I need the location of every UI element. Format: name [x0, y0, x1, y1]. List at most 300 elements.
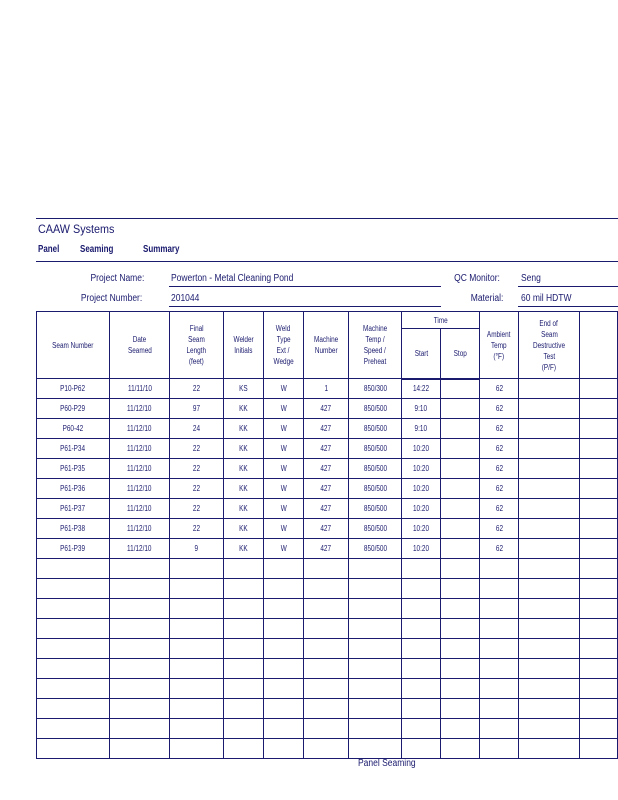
cell-stop-time	[441, 699, 480, 719]
cell-extra	[580, 479, 618, 499]
cell-extra	[580, 699, 618, 719]
cell-machine-number	[304, 699, 349, 719]
qc-monitor-underline	[518, 286, 618, 287]
cell-start-time: 10:20	[402, 539, 441, 559]
header-weld-type	[264, 312, 304, 379]
cell-extra	[580, 679, 618, 699]
table-row	[37, 539, 618, 559]
header-date-seamed	[110, 312, 170, 379]
blank-table-row	[37, 639, 618, 659]
cell-extra	[580, 659, 618, 679]
cell-weld-type: W	[264, 479, 304, 499]
cell-destructive-test	[519, 439, 580, 459]
project-number-underline	[169, 306, 441, 307]
cell-seam-length: 22	[170, 499, 224, 519]
cell-date-seamed: 11/12/10	[110, 439, 170, 459]
subtitle-panel: Panel	[38, 244, 60, 255]
header-line: Length	[186, 346, 207, 355]
cell-extra	[580, 419, 618, 439]
cell-start-time	[402, 579, 441, 599]
cell-weld-type: W	[264, 399, 304, 419]
cell-weld-type: W	[264, 459, 304, 479]
cell-start-time	[402, 719, 441, 739]
cell-start-time	[402, 659, 441, 679]
cell-machine-number	[304, 619, 349, 639]
cell-welder-initials	[224, 639, 264, 659]
cell-seam-length	[170, 719, 224, 739]
cell-welder-initials: KK	[224, 399, 264, 419]
cell-weld-type	[264, 659, 304, 679]
cell-start-time	[402, 559, 441, 579]
cell-machine-temp: 850/500	[349, 499, 402, 519]
cell-seam-length: 22	[170, 519, 224, 539]
cell-extra	[580, 719, 618, 739]
cell-destructive-test	[519, 539, 580, 559]
cell-welder-initials: KK	[224, 459, 264, 479]
cell-start-time: 10:20	[402, 499, 441, 519]
header-row-1	[37, 312, 618, 329]
header-line: Preheat	[363, 357, 387, 366]
cell-destructive-test	[519, 399, 580, 419]
cell-start-time	[402, 599, 441, 619]
cell-weld-type	[264, 559, 304, 579]
header-line: Seamed	[127, 346, 152, 355]
cell-seam-number	[37, 659, 110, 679]
cell-machine-number	[304, 659, 349, 679]
header-seam-number: Seam Number	[37, 312, 110, 379]
cell-extra	[580, 539, 618, 559]
table-row	[37, 459, 618, 479]
cell-date-seamed: 11/12/10	[110, 459, 170, 479]
cell-start-time: 10:20	[402, 459, 441, 479]
project-number-label: Project Number:	[80, 293, 142, 304]
cell-ambient-temp: 62	[480, 459, 519, 479]
cell-seam-number: P61-P36	[37, 479, 110, 499]
cell-date-seamed	[110, 639, 170, 659]
cell-welder-initials	[224, 699, 264, 719]
cell-seam-number: P61-P35	[37, 459, 110, 479]
cell-welder-initials: KK	[224, 419, 264, 439]
header-line: Date	[132, 335, 147, 344]
cell-extra	[580, 639, 618, 659]
cell-seam-number	[37, 579, 110, 599]
cell-destructive-test	[519, 479, 580, 499]
cell-machine-number: 427	[304, 519, 349, 539]
cell-machine-number: 427	[304, 479, 349, 499]
header-line: Type	[276, 335, 291, 344]
cell-start-time: 14:22	[402, 379, 441, 399]
top-rule	[36, 218, 618, 219]
cell-stop-time	[441, 619, 480, 639]
cell-stop-time	[441, 399, 480, 419]
cell-ambient-temp: 62	[480, 439, 519, 459]
cell-welder-initials: KS	[224, 379, 264, 399]
cell-destructive-test	[519, 619, 580, 639]
cell-ambient-temp	[480, 719, 519, 739]
cell-seam-number	[37, 679, 110, 699]
cell-date-seamed	[110, 679, 170, 699]
project-number-value: 201044	[171, 293, 200, 304]
cell-machine-number	[304, 579, 349, 599]
cell-stop-time	[441, 659, 480, 679]
cell-extra	[580, 579, 618, 599]
cell-date-seamed: 11/12/10	[110, 479, 170, 499]
cell-stop-time	[441, 539, 480, 559]
cell-date-seamed: 11/12/10	[110, 539, 170, 559]
cell-ambient-temp	[480, 699, 519, 719]
cell-machine-number	[304, 679, 349, 699]
cell-machine-number: 427	[304, 499, 349, 519]
cell-seam-number: P61-P38	[37, 519, 110, 539]
cell-weld-type: W	[264, 419, 304, 439]
cell-seam-length	[170, 699, 224, 719]
cell-machine-number	[304, 599, 349, 619]
cell-machine-number: 427	[304, 459, 349, 479]
cell-seam-length: 22	[170, 479, 224, 499]
cell-machine-temp	[349, 639, 402, 659]
header-line: Welder	[233, 335, 254, 344]
cell-machine-temp: 850/500	[349, 439, 402, 459]
material-label: Material:	[470, 293, 503, 304]
cell-date-seamed	[110, 559, 170, 579]
header-line: Destructive	[532, 340, 565, 350]
cell-machine-temp: 850/500	[349, 539, 402, 559]
cell-date-seamed	[110, 579, 170, 599]
cell-welder-initials: KK	[224, 539, 264, 559]
cell-date-seamed: 11/12/10	[110, 399, 170, 419]
cell-start-time: 10:20	[402, 519, 441, 539]
cell-destructive-test	[519, 519, 580, 539]
cell-start-time: 9:10	[402, 399, 441, 419]
cell-destructive-test	[519, 699, 580, 719]
table-row	[37, 439, 618, 459]
cell-extra	[580, 559, 618, 579]
cell-machine-temp	[349, 659, 402, 679]
cell-stop-time	[441, 559, 480, 579]
seaming-table	[36, 311, 618, 759]
cell-seam-length: 22	[170, 439, 224, 459]
blank-table-row	[37, 599, 618, 619]
cell-start-time: 9:10	[402, 419, 441, 439]
header-line: Speed /	[363, 346, 387, 355]
cell-start-time	[402, 679, 441, 699]
cell-date-seamed	[110, 659, 170, 679]
cell-machine-number: 427	[304, 419, 349, 439]
cell-machine-number: 427	[304, 439, 349, 459]
cell-ambient-temp	[480, 659, 519, 679]
cell-destructive-test	[519, 499, 580, 519]
cell-seam-length	[170, 599, 224, 619]
cell-stop-time	[441, 479, 480, 499]
cell-stop-time	[441, 739, 480, 759]
blank-table-row	[37, 739, 618, 759]
cell-stop-time	[441, 439, 480, 459]
cell-destructive-test	[519, 599, 580, 619]
header-line: Temp /	[365, 335, 385, 344]
table-body	[37, 312, 618, 759]
cell-seam-number: P60-42	[37, 419, 110, 439]
cell-weld-type	[264, 619, 304, 639]
cell-welder-initials: KK	[224, 479, 264, 499]
header-rule	[36, 261, 618, 262]
cell-weld-type	[264, 639, 304, 659]
cell-welder-initials: KK	[224, 519, 264, 539]
cell-stop-time	[441, 719, 480, 739]
cell-extra	[580, 399, 618, 419]
cell-date-seamed	[110, 599, 170, 619]
header-welder-initials	[224, 312, 264, 379]
cell-destructive-test	[519, 559, 580, 579]
cell-ambient-temp	[480, 739, 519, 759]
cell-extra	[580, 599, 618, 619]
header-stop: Stop	[441, 329, 480, 379]
cell-destructive-test	[519, 459, 580, 479]
cell-weld-type	[264, 719, 304, 739]
blank-table-row	[37, 659, 618, 679]
cell-stop-time	[441, 599, 480, 619]
cell-welder-initials	[224, 599, 264, 619]
table-row	[37, 419, 618, 439]
cell-destructive-test	[519, 739, 580, 759]
cell-ambient-temp: 62	[480, 479, 519, 499]
cell-weld-type: W	[264, 539, 304, 559]
qc-monitor-label: QC Monitor:	[454, 273, 500, 284]
cell-weld-type: W	[264, 519, 304, 539]
project-name-value: Powerton - Metal Cleaning Pond	[171, 273, 294, 284]
cell-start-time	[402, 639, 441, 659]
cell-machine-temp	[349, 679, 402, 699]
header-machine-temp	[349, 312, 402, 379]
cell-ambient-temp: 62	[480, 419, 519, 439]
table-row	[37, 399, 618, 419]
cell-seam-length: 22	[170, 459, 224, 479]
cell-date-seamed	[110, 719, 170, 739]
blank-table-row	[37, 699, 618, 719]
cell-machine-temp	[349, 719, 402, 739]
cell-destructive-test	[519, 379, 580, 399]
cell-date-seamed	[110, 739, 170, 759]
cell-seam-length: 9	[170, 539, 224, 559]
cell-ambient-temp	[480, 599, 519, 619]
cell-seam-number: P61-P39	[37, 539, 110, 559]
cell-machine-number	[304, 719, 349, 739]
header-line: Initials	[234, 346, 253, 355]
cell-machine-temp	[349, 559, 402, 579]
header-final-seam-length	[170, 312, 224, 379]
cell-start-time	[402, 619, 441, 639]
cell-extra	[580, 499, 618, 519]
cell-machine-temp	[349, 699, 402, 719]
cell-welder-initials: KK	[224, 439, 264, 459]
cell-destructive-test	[519, 639, 580, 659]
company-name: CAAW Systems	[38, 222, 115, 236]
cell-start-time: 10:20	[402, 439, 441, 459]
cell-seam-length	[170, 739, 224, 759]
header-line: Seam	[540, 329, 558, 339]
cell-weld-type: W	[264, 439, 304, 459]
cell-stop-time	[441, 419, 480, 439]
cell-start-time	[402, 699, 441, 719]
cell-welder-initials	[224, 579, 264, 599]
material-underline	[518, 306, 618, 307]
header-line: Final	[189, 324, 204, 333]
cell-welder-initials	[224, 659, 264, 679]
cell-extra	[580, 739, 618, 759]
cell-welder-initials	[224, 719, 264, 739]
cell-seam-number	[37, 699, 110, 719]
table-row	[37, 519, 618, 539]
header-machine-number	[304, 312, 349, 379]
blank-table-row	[37, 559, 618, 579]
subtitle-summary: Summary	[143, 244, 180, 255]
cell-ambient-temp	[480, 559, 519, 579]
cell-machine-number: 1	[304, 379, 349, 399]
cell-seam-number	[37, 719, 110, 739]
cell-machine-temp: 850/500	[349, 459, 402, 479]
cell-ambient-temp: 62	[480, 539, 519, 559]
project-name-label: Project Name:	[90, 273, 144, 284]
cell-seam-length: 97	[170, 399, 224, 419]
cell-ambient-temp: 62	[480, 379, 519, 399]
header-line: Seam	[188, 335, 205, 344]
cell-ambient-temp: 62	[480, 399, 519, 419]
cell-destructive-test	[519, 419, 580, 439]
cell-seam-length	[170, 559, 224, 579]
cell-seam-length	[170, 579, 224, 599]
cell-machine-temp: 850/500	[349, 419, 402, 439]
cell-seam-number	[37, 599, 110, 619]
cell-welder-initials	[224, 559, 264, 579]
cell-machine-temp	[349, 599, 402, 619]
blank-table-row	[37, 719, 618, 739]
cell-seam-number	[37, 559, 110, 579]
cell-welder-initials: KK	[224, 499, 264, 519]
cell-stop-time	[441, 639, 480, 659]
cell-seam-length: 24	[170, 419, 224, 439]
cell-weld-type	[264, 739, 304, 759]
cell-destructive-test	[519, 659, 580, 679]
header-line: Wedge	[273, 357, 294, 366]
cell-welder-initials	[224, 619, 264, 639]
header-line: End of	[539, 318, 559, 328]
cell-destructive-test	[519, 579, 580, 599]
cell-ambient-temp	[480, 579, 519, 599]
blank-table-row	[37, 679, 618, 699]
cell-weld-type	[264, 679, 304, 699]
cell-seam-length	[170, 659, 224, 679]
header-line: Machine	[313, 335, 339, 344]
header-extra-column	[580, 312, 618, 379]
cell-seam-number	[37, 619, 110, 639]
cell-machine-number	[304, 739, 349, 759]
cell-date-seamed: 11/11/10	[110, 379, 170, 399]
cell-date-seamed	[110, 699, 170, 719]
cell-seam-number	[37, 639, 110, 659]
cell-ambient-temp	[480, 619, 519, 639]
cell-extra	[580, 459, 618, 479]
cell-ambient-temp	[480, 679, 519, 699]
cell-machine-number: 427	[304, 539, 349, 559]
header-line: Temp	[491, 340, 507, 350]
cell-machine-number	[304, 639, 349, 659]
cell-stop-time	[441, 579, 480, 599]
cell-start-time: 10:20	[402, 479, 441, 499]
cell-machine-temp: 850/300	[349, 379, 402, 399]
cell-extra	[580, 619, 618, 639]
header-line: Number	[314, 346, 338, 355]
cell-date-seamed: 11/12/10	[110, 419, 170, 439]
header-line: Ext /	[277, 346, 290, 355]
subtitle-seaming: Seaming	[80, 244, 114, 255]
blank-table-row	[37, 619, 618, 639]
cell-date-seamed	[110, 619, 170, 639]
cell-machine-number: 427	[304, 399, 349, 419]
header-line: (feet)	[189, 357, 204, 366]
cell-date-seamed: 11/12/10	[110, 519, 170, 539]
cell-welder-initials	[224, 679, 264, 699]
cell-weld-type: W	[264, 499, 304, 519]
cell-stop-time	[441, 499, 480, 519]
table-row	[37, 479, 618, 499]
cell-extra	[580, 519, 618, 539]
header-end-of-seam	[519, 312, 580, 379]
header-line: Machine	[362, 324, 388, 333]
cell-weld-type	[264, 599, 304, 619]
cell-stop-time	[441, 459, 480, 479]
cell-ambient-temp	[480, 639, 519, 659]
header-line: (°F)	[493, 351, 505, 361]
table-row	[37, 499, 618, 519]
header-line: Ambient	[487, 329, 511, 339]
cell-ambient-temp: 62	[480, 499, 519, 519]
cell-stop-time	[441, 519, 480, 539]
cell-seam-number: P10-P62	[37, 379, 110, 399]
cell-machine-number	[304, 559, 349, 579]
cell-date-seamed: 11/12/10	[110, 499, 170, 519]
cell-welder-initials	[224, 739, 264, 759]
cell-seam-length: 22	[170, 379, 224, 399]
header-ambient-temp	[480, 312, 519, 379]
cell-stop-time	[441, 379, 480, 399]
cell-machine-temp	[349, 619, 402, 639]
project-name-underline	[169, 286, 441, 287]
qc-monitor-value: Seng	[521, 273, 541, 284]
cell-seam-length	[170, 639, 224, 659]
cell-extra	[580, 379, 618, 399]
header-line: Test	[543, 351, 555, 361]
footer-label: Panel Seaming	[358, 758, 416, 769]
header-line: (P/F)	[541, 362, 557, 372]
cell-machine-temp: 850/500	[349, 479, 402, 499]
cell-weld-type	[264, 579, 304, 599]
blank-table-row	[37, 579, 618, 599]
cell-machine-temp	[349, 739, 402, 759]
cell-seam-number: P61-P34	[37, 439, 110, 459]
cell-seam-number	[37, 739, 110, 759]
cell-seam-number: P60-P29	[37, 399, 110, 419]
cell-seam-length	[170, 679, 224, 699]
cell-destructive-test	[519, 679, 580, 699]
material-value: 60 mil HDTW	[521, 293, 572, 304]
cell-machine-temp: 850/500	[349, 399, 402, 419]
header-line: Weld	[276, 324, 291, 333]
cell-stop-time	[441, 679, 480, 699]
cell-destructive-test	[519, 719, 580, 739]
cell-start-time	[402, 739, 441, 759]
cell-seam-number: P61-P37	[37, 499, 110, 519]
cell-weld-type: W	[264, 379, 304, 399]
cell-machine-temp: 850/500	[349, 519, 402, 539]
